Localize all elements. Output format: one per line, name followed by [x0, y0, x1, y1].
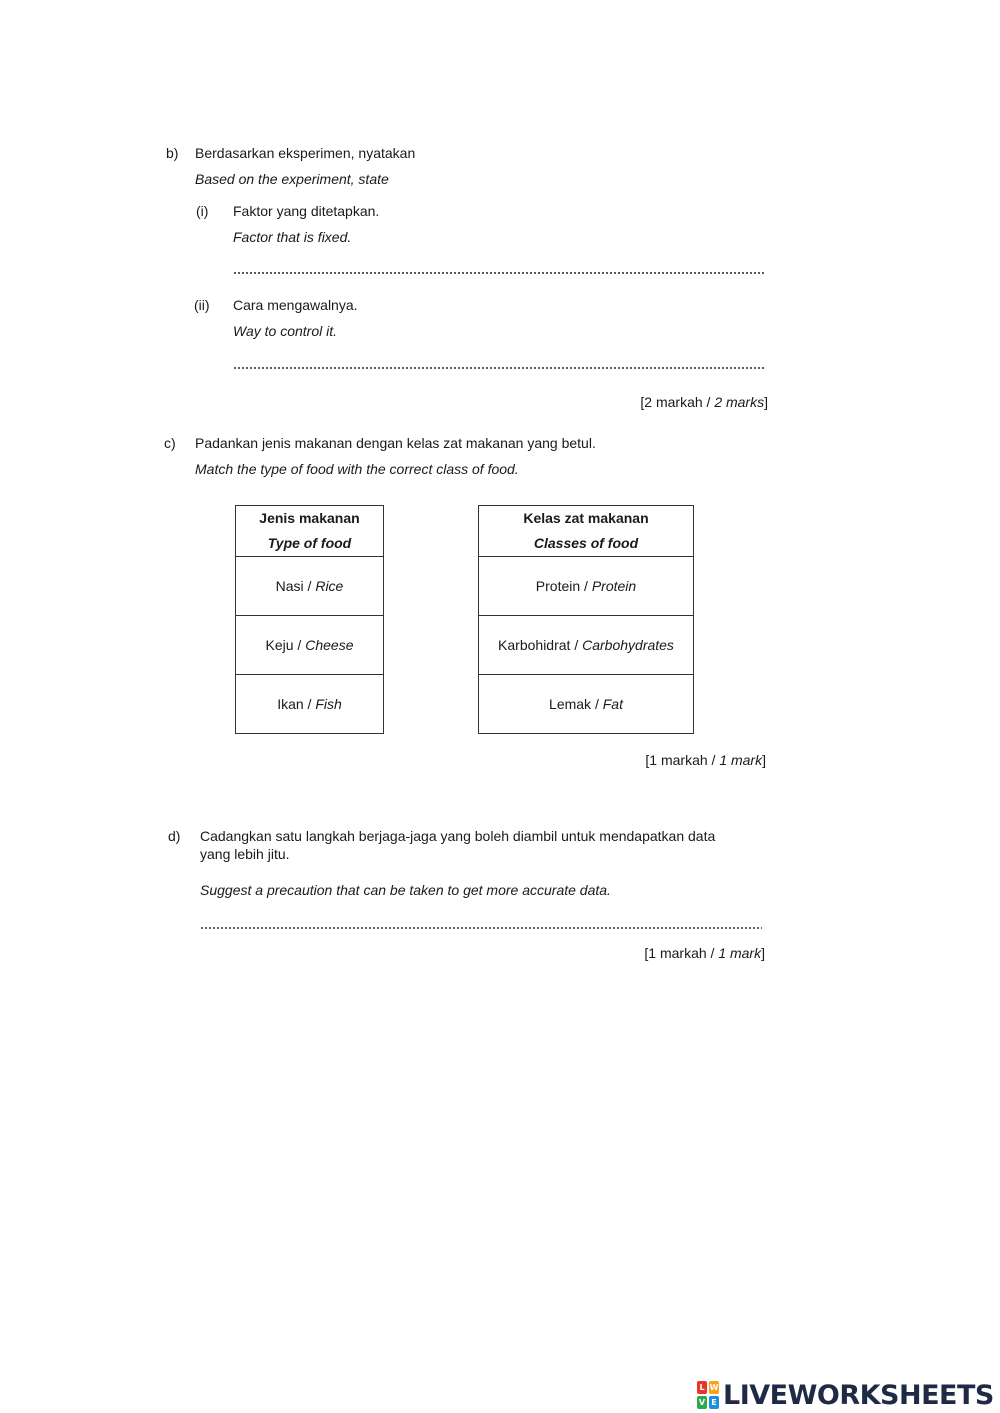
part-c-marks: [1 markah / 1 mark]: [645, 752, 766, 768]
food-type-rice[interactable]: Nasi / Rice: [236, 557, 384, 616]
part-b-item-ii-number: (ii): [194, 297, 210, 313]
food-class-fat[interactable]: Lemak / Fat: [479, 675, 694, 734]
food-type-table: [235, 505, 384, 734]
food-type-header: Jenis makanan Type of food: [236, 506, 384, 557]
liveworksheets-logo-text: LIVEWORKSHEETS: [723, 1379, 994, 1411]
logo-cell-e: E: [709, 1396, 719, 1409]
part-b-letter: b): [166, 145, 179, 161]
part-c-title-malay: Padankan jenis makanan dengan kelas zat makanan yang betul.: [195, 435, 596, 451]
logo-cell-w: W: [709, 1383, 719, 1392]
food-class-carbohydrates[interactable]: Karbohidrat / Carbohydrates: [479, 616, 694, 675]
part-d-text-malay-line1: Cadangkan satu langkah berjaga-jaga yang boleh diambil untuk mendapatkan data: [200, 828, 716, 844]
part-b-item-ii-malay: Cara mengawalnya.: [233, 297, 358, 313]
food-class-header: Kelas zat makanan Classes of food: [479, 506, 694, 557]
food-type-cheese[interactable]: Keju / Cheese: [236, 616, 384, 675]
part-c-title-english: Match the type of food with the correct class of food.: [195, 461, 519, 477]
part-d-letter: d): [168, 828, 181, 844]
part-b-title-malay: Berdasarkan eksperimen, nyatakan: [195, 145, 416, 161]
logo-cell-v: V: [698, 1398, 706, 1407]
answer-line-d[interactable]: [200, 927, 762, 929]
part-b-item-i-malay: Faktor yang ditetapkan.: [233, 203, 380, 219]
answer-line-b-ii[interactable]: [233, 367, 766, 369]
part-c-letter: c): [164, 435, 176, 451]
part-b-item-ii-english: Way to control it.: [233, 323, 338, 339]
part-d-text-malay-line2: yang lebih jitu.: [200, 846, 290, 862]
food-type-fish[interactable]: Ikan / Fish: [236, 675, 384, 734]
part-b-item-i-english: Factor that is fixed.: [233, 229, 352, 245]
food-class-table: [478, 505, 694, 734]
part-b-item-i-number: (i): [196, 203, 209, 219]
logo-cell-l: L: [697, 1381, 707, 1394]
answer-line-b-i[interactable]: [233, 272, 766, 274]
part-b-title-english: Based on the experiment, state: [195, 171, 389, 187]
part-b-marks: [2 markah / 2 marks]: [640, 394, 768, 410]
food-class-protein[interactable]: Protein / Protein: [479, 557, 694, 616]
liveworksheets-logo-icon: [697, 1381, 719, 1409]
liveworksheets-logo: [697, 1378, 994, 1412]
part-d-text-english: Suggest a precaution that can be taken to get more accurate data.: [200, 882, 611, 898]
part-d-marks: [1 markah / 1 mark]: [644, 945, 765, 961]
